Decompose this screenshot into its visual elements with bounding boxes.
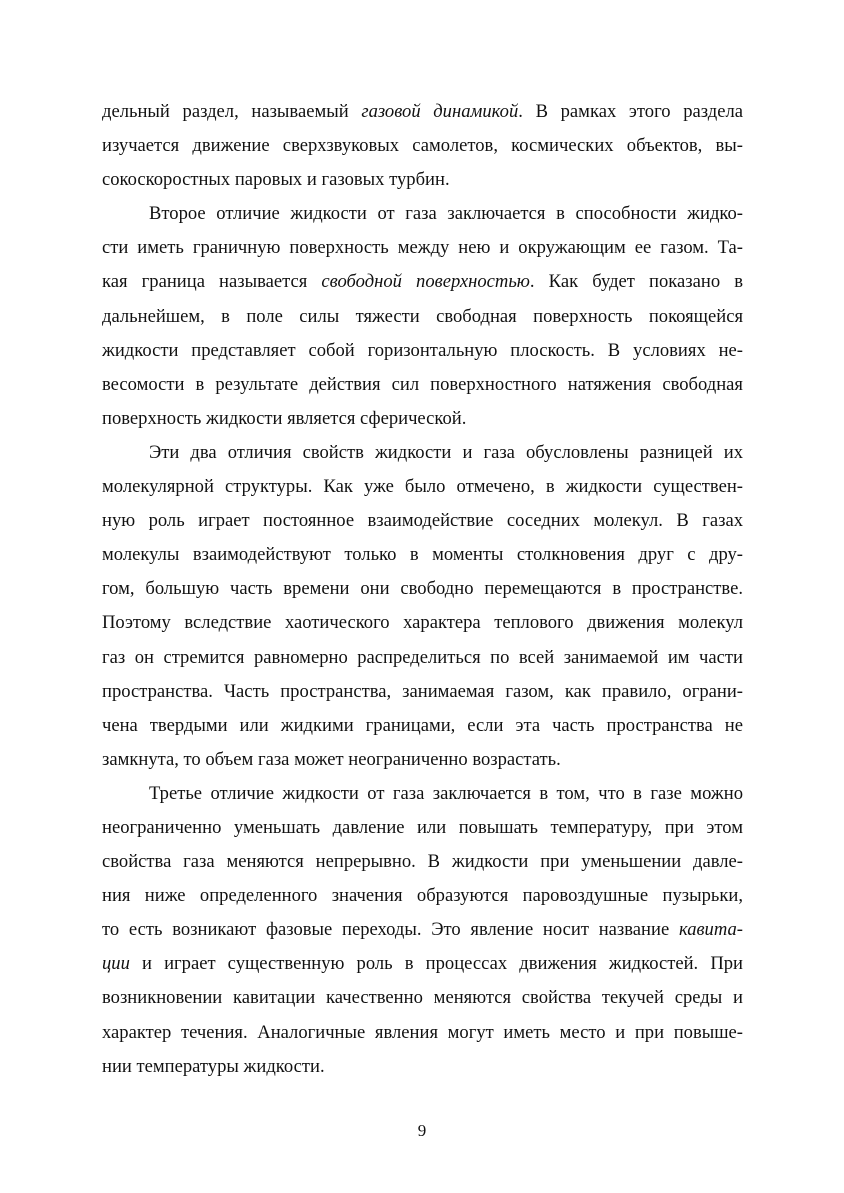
text-line: молекулярной структуры. Как уже было отмечено, в жидкости существен- — [102, 476, 743, 498]
text-line: молекулы взаимодействуют только в моменты столкновения друг с дру- — [102, 544, 743, 566]
text-line: неограниченно уменьшать давление или повышать температуру, при этом — [102, 816, 743, 838]
text-line: возникновении кавитации качественно меняются свойства текучей среды и — [102, 987, 743, 1009]
italic-term: свободной поверхностью — [321, 271, 530, 293]
text-line: сокоскоростных паровых и газовых турбин. — [102, 169, 450, 191]
page-number: 9 — [417, 1121, 427, 1140]
text-line: нии температуры жидкости. — [102, 1055, 325, 1077]
text-line: то есть возникают фазовые переходы. Это явление носит название кавита- — [102, 919, 743, 941]
text-line: ции и играет существенную роль в процессах движения жидкостей. При — [102, 953, 743, 975]
italic-term: кавита- — [678, 919, 743, 941]
italic-term: ции — [102, 953, 130, 975]
text-line: весомости в результате действия сил поверхностного натяжения свободная — [102, 373, 743, 395]
body-text — [102, 95, 743, 1084]
text-line: замкнута, то объем газа может неограниченно возрастать. — [102, 748, 561, 770]
text-line: газ он стремится равномерно распределиться по всей занимаемой им части — [102, 646, 743, 668]
paragraph-first-line: Третье отличие жидкости от газа заключается в том, что в газе можно — [149, 782, 743, 804]
text-line: жидкости представляет собой горизонтальную плоскость. В условиях не- — [102, 339, 743, 361]
text-line: чена твердыми или жидкими границами, если эта часть пространства не — [102, 714, 743, 736]
text-line: дальнейшем, в поле силы тяжести свободная поверхность покоящейся — [102, 305, 743, 327]
paragraph-first-line: Эти два отличия свойств жидкости и газа обусловлены разницей их — [149, 441, 743, 463]
text-line: ния ниже определенного значения образуются паровоздушные пузырьки, — [102, 885, 743, 907]
text-line: изучается движение сверхзвуковых самолетов, космических объектов, вы- — [102, 135, 743, 157]
text-line: сти иметь граничную поверхность между нею и окружающим ее газом. Та- — [102, 237, 743, 259]
text-line: свойства газа меняются непрерывно. В жидкости при уменьшении давле- — [102, 851, 743, 873]
text-line: гом, большую часть времени они свободно перемещаются в пространстве. — [102, 578, 743, 600]
text-line: пространства. Часть пространства, занимаемая газом, как правило, ограни- — [102, 680, 743, 702]
text-line: кая граница называется свободной поверхностью. Как будет показано в — [102, 271, 744, 293]
text-line: Поэтому вследствие хаотического характера теплового движения молекул — [102, 612, 743, 634]
paragraph-first-line: Второе отличие жидкости от газа заключается в способности жидко- — [149, 203, 743, 225]
italic-term: газовой динамикой — [361, 101, 519, 122]
text-line: поверхность жидкости является сферической. — [102, 407, 467, 429]
text-line: дельный раздел, называемый газовой динамикой. В рамках этого раздела — [102, 101, 743, 122]
text-line: ную роль играет постоянное взаимодействие соседних молекул. В газах — [102, 510, 743, 532]
text-line: характер течения. Аналогичные явления могут иметь место и при повыше- — [102, 1021, 743, 1043]
